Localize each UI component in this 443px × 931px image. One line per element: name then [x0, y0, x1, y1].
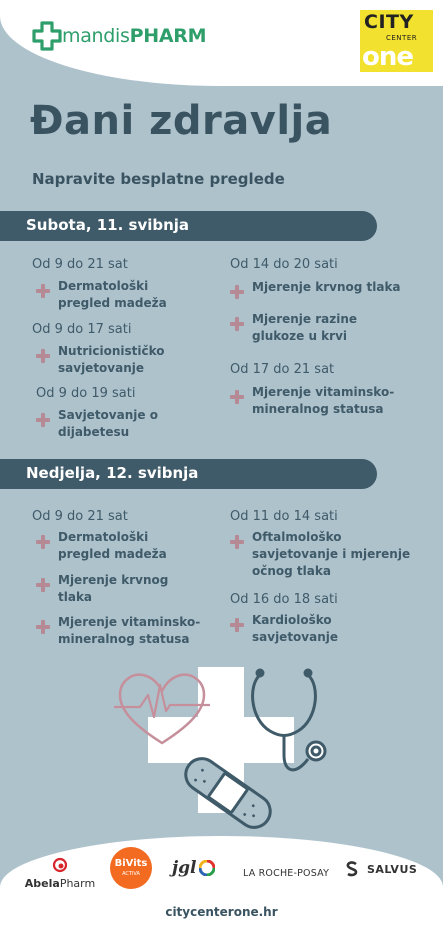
salvus-name: SALVUS — [367, 862, 418, 876]
plus-icon — [36, 535, 50, 549]
day-label: Nedjelja, 12. svibnja — [26, 464, 199, 482]
time-slot: Od 9 do 17 sati — [32, 322, 132, 337]
bivits-logo[interactable] — [110, 847, 152, 889]
time-slot: Od 9 do 21 sat — [32, 509, 128, 524]
time-slot: Od 9 do 19 sati — [36, 386, 136, 401]
plus-icon — [230, 390, 244, 404]
brand-name: mandisPHARM — [62, 25, 207, 47]
day-header-saturday — [0, 211, 377, 241]
time-slot: Od 14 do 20 sati — [230, 257, 338, 272]
la-roche-posay-name: LA ROCHE-POSAY — [243, 868, 330, 879]
city-center-one-logo[interactable] — [360, 10, 433, 72]
plus-icon — [230, 317, 244, 331]
salvus-logo[interactable] — [345, 861, 417, 877]
day-label: Subota, 11. svibnja — [26, 216, 190, 234]
plus-icon — [230, 535, 244, 549]
city-logo-mid: CENTER — [386, 34, 418, 42]
service-item: Kardiološko savjetovanje — [230, 612, 338, 646]
pharmacy-cross-icon — [32, 21, 62, 51]
page-title: Đani zdravlja — [30, 98, 333, 144]
service-item: Savjetovanje o dijabetesu — [36, 407, 158, 441]
plus-icon — [230, 285, 244, 299]
abela-pharm-icon — [52, 857, 68, 873]
abela-pharm-logo[interactable]: AbelaPharm — [24, 857, 96, 890]
plus-icon — [230, 618, 244, 632]
website-link[interactable]: citycenterone.hr — [165, 905, 278, 919]
service-item: Mjerenje krvnog tlaka — [36, 572, 168, 606]
service-item: Mjerenje krvnog tlaka — [230, 279, 401, 299]
plus-icon — [36, 349, 50, 363]
jgl-name: jgl — [172, 858, 197, 878]
page-subtitle: Napravite besplatne preglede — [32, 170, 285, 188]
plus-icon — [36, 620, 50, 634]
mandis-pharm-logo[interactable] — [32, 20, 206, 52]
jgl-logo[interactable] — [172, 858, 215, 878]
service-item: Dermatološki pregled madeža — [36, 278, 167, 312]
city-logo-one: one — [362, 42, 414, 72]
city-logo-top: CITY — [364, 11, 414, 33]
time-slot: Od 11 do 14 sati — [230, 509, 338, 524]
bivits-sub: ACTIVA — [122, 871, 140, 877]
service-item: Oftalmološko savjetovanje i mjerenje očnog tlaka — [230, 529, 410, 580]
plus-icon — [36, 578, 50, 592]
time-slot: Od 9 do 21 sat — [32, 257, 128, 272]
jgl-swirl-icon — [199, 860, 215, 876]
la-roche-posay-logo[interactable] — [243, 861, 329, 880]
health-illustration — [110, 655, 340, 835]
bivits-name: BiVits — [114, 858, 148, 869]
salvus-icon — [345, 861, 359, 877]
service-item: Mjerenje vitaminsko- mineralnog statusa — [230, 384, 394, 418]
service-item: Mjerenje razine glukoze u krvi — [230, 311, 357, 345]
plus-icon — [36, 284, 50, 298]
service-item: Mjerenje vitaminsko- mineralnog statusa — [36, 614, 200, 648]
service-item: Nutricionističko savjetovanje — [36, 343, 165, 377]
plus-icon — [36, 413, 50, 427]
time-slot: Od 17 do 21 sat — [230, 362, 335, 377]
day-header-sunday — [0, 459, 377, 489]
service-item: Dermatološki pregled madeža — [36, 529, 167, 563]
time-slot: Od 16 do 18 sati — [230, 592, 338, 607]
